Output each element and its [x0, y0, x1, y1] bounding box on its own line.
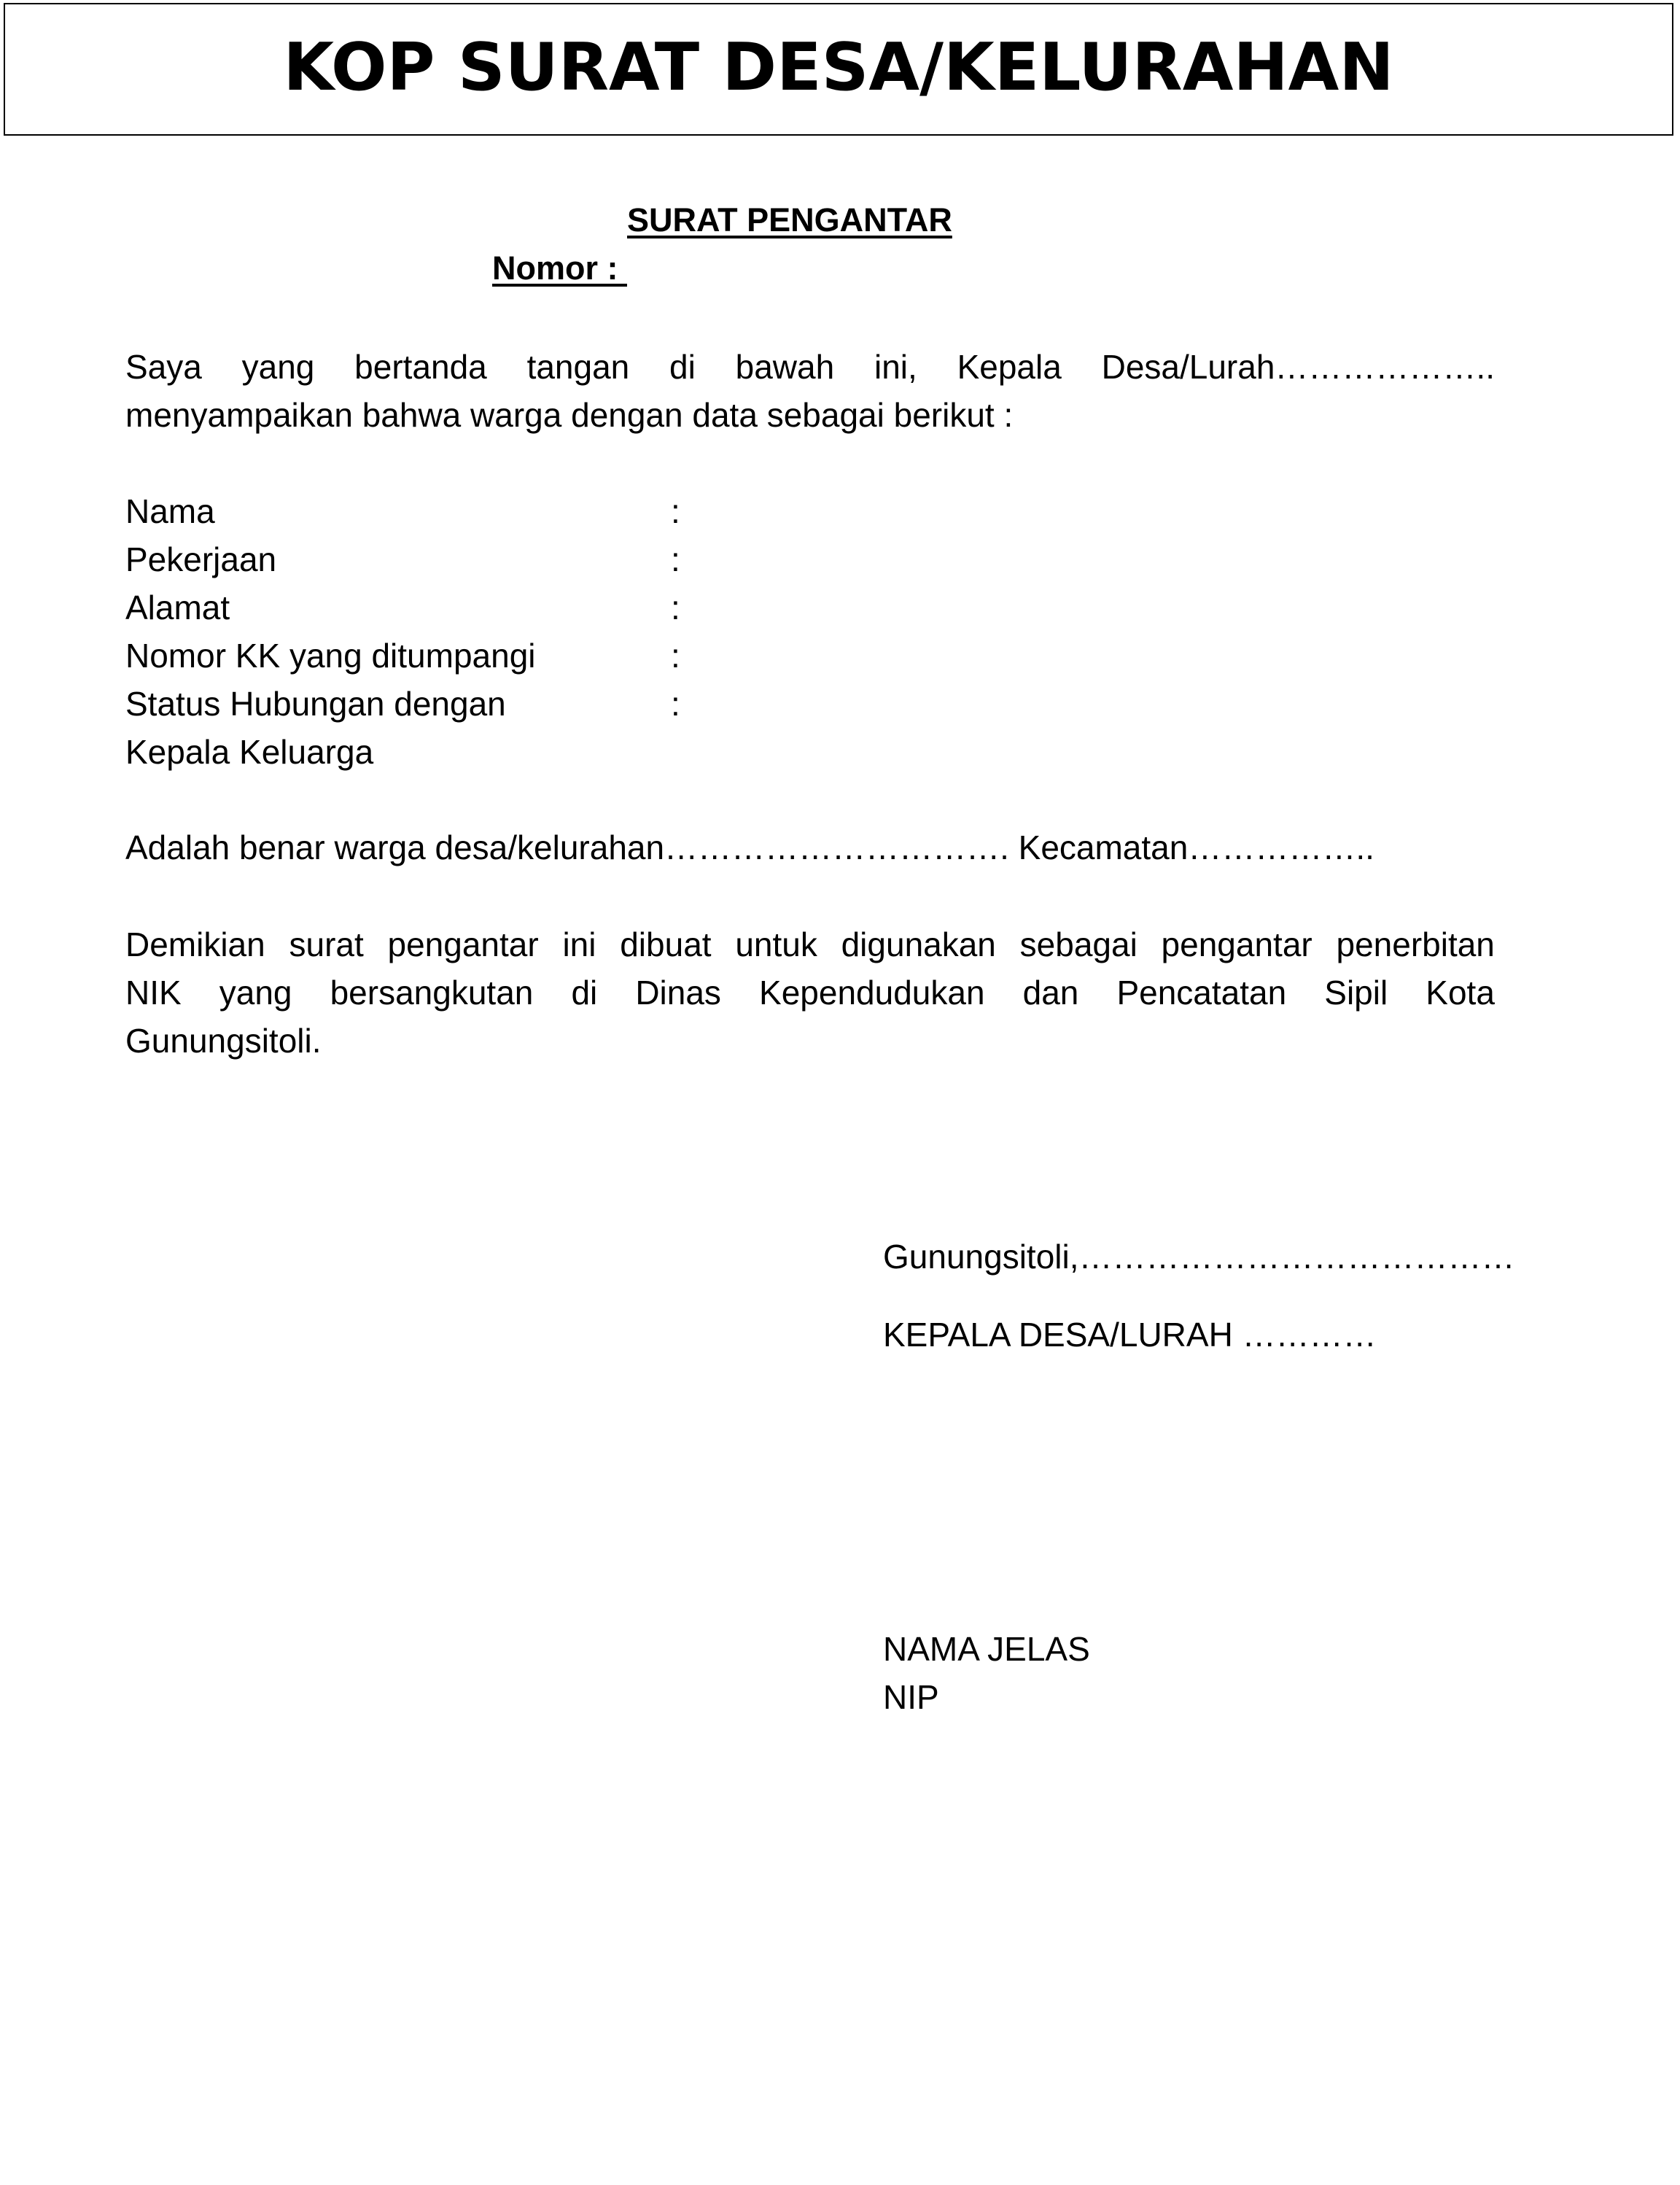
field-label: Nama	[125, 492, 215, 530]
word: Kota	[1426, 974, 1495, 1012]
word: sebagai	[1019, 925, 1138, 963]
word: penerbitan	[1336, 925, 1495, 963]
letter-number-label: Nomor :	[492, 249, 627, 287]
word: digunakan	[841, 925, 996, 963]
word: pengantar	[387, 925, 539, 963]
word: bawah	[735, 348, 835, 386]
closing-line-3: Gunungsitoli.	[125, 1022, 322, 1060]
word: bersangkutan	[330, 974, 534, 1012]
closing-line-2	[125, 969, 1495, 1017]
word: NIK	[125, 974, 182, 1012]
word: ini,	[874, 348, 917, 386]
word: untuk	[735, 925, 817, 963]
word: Pencatatan	[1116, 974, 1287, 1012]
signature-place-date: Gunungsitoli,…………………………………	[883, 1238, 1515, 1276]
word: surat	[289, 925, 364, 963]
word: Dinas	[635, 974, 721, 1012]
letter-title: SURAT PENGANTAR	[627, 201, 952, 238]
field-colon: :	[671, 685, 680, 723]
word: dan	[1022, 974, 1079, 1012]
word: Kepala	[957, 348, 1062, 386]
word: yang	[241, 348, 315, 386]
intro-line-1	[125, 343, 1495, 391]
field-label: Alamat	[125, 589, 230, 626]
field-label: Status Hubungan dengan	[125, 685, 506, 723]
field-label: Kepala Keluarga	[125, 733, 374, 771]
word: Kependudukan	[759, 974, 985, 1012]
statement-line: Adalah benar warga desa/kelurahan…………………………. Kecamatan……………..	[125, 828, 1374, 866]
field-colon: :	[671, 637, 680, 675]
field-label: Nomor KK yang ditumpangi	[125, 637, 536, 675]
word: yang	[219, 974, 292, 1012]
signature-nip: NIP	[883, 1678, 939, 1716]
field-label: Pekerjaan	[125, 540, 277, 578]
word: bertanda	[354, 348, 487, 386]
closing-line-1	[125, 920, 1495, 969]
field-colon: :	[671, 589, 680, 626]
word: dibuat	[620, 925, 712, 963]
signature-name: NAMA JELAS	[883, 1630, 1090, 1668]
signature-position: KEPALA DESA/LURAH …………	[883, 1316, 1377, 1354]
field-colon: :	[671, 492, 680, 530]
letterhead-box	[4, 3, 1673, 136]
word: ini	[562, 925, 596, 963]
word: Desa/Lurah………………..	[1101, 348, 1495, 386]
word: Sipil	[1324, 974, 1388, 1012]
field-colon: :	[671, 540, 680, 578]
intro-line-2: menyampaikan bahwa warga dengan data sebagai berikut :	[125, 396, 1014, 434]
word: tangan	[526, 348, 630, 386]
word: di	[571, 974, 598, 1012]
word: Saya	[125, 348, 202, 386]
letterhead-title: KOP SURAT DESA/KELURAHAN	[283, 29, 1394, 106]
word: Demikian	[125, 925, 265, 963]
word: pengantar	[1161, 925, 1312, 963]
word: di	[669, 348, 696, 386]
